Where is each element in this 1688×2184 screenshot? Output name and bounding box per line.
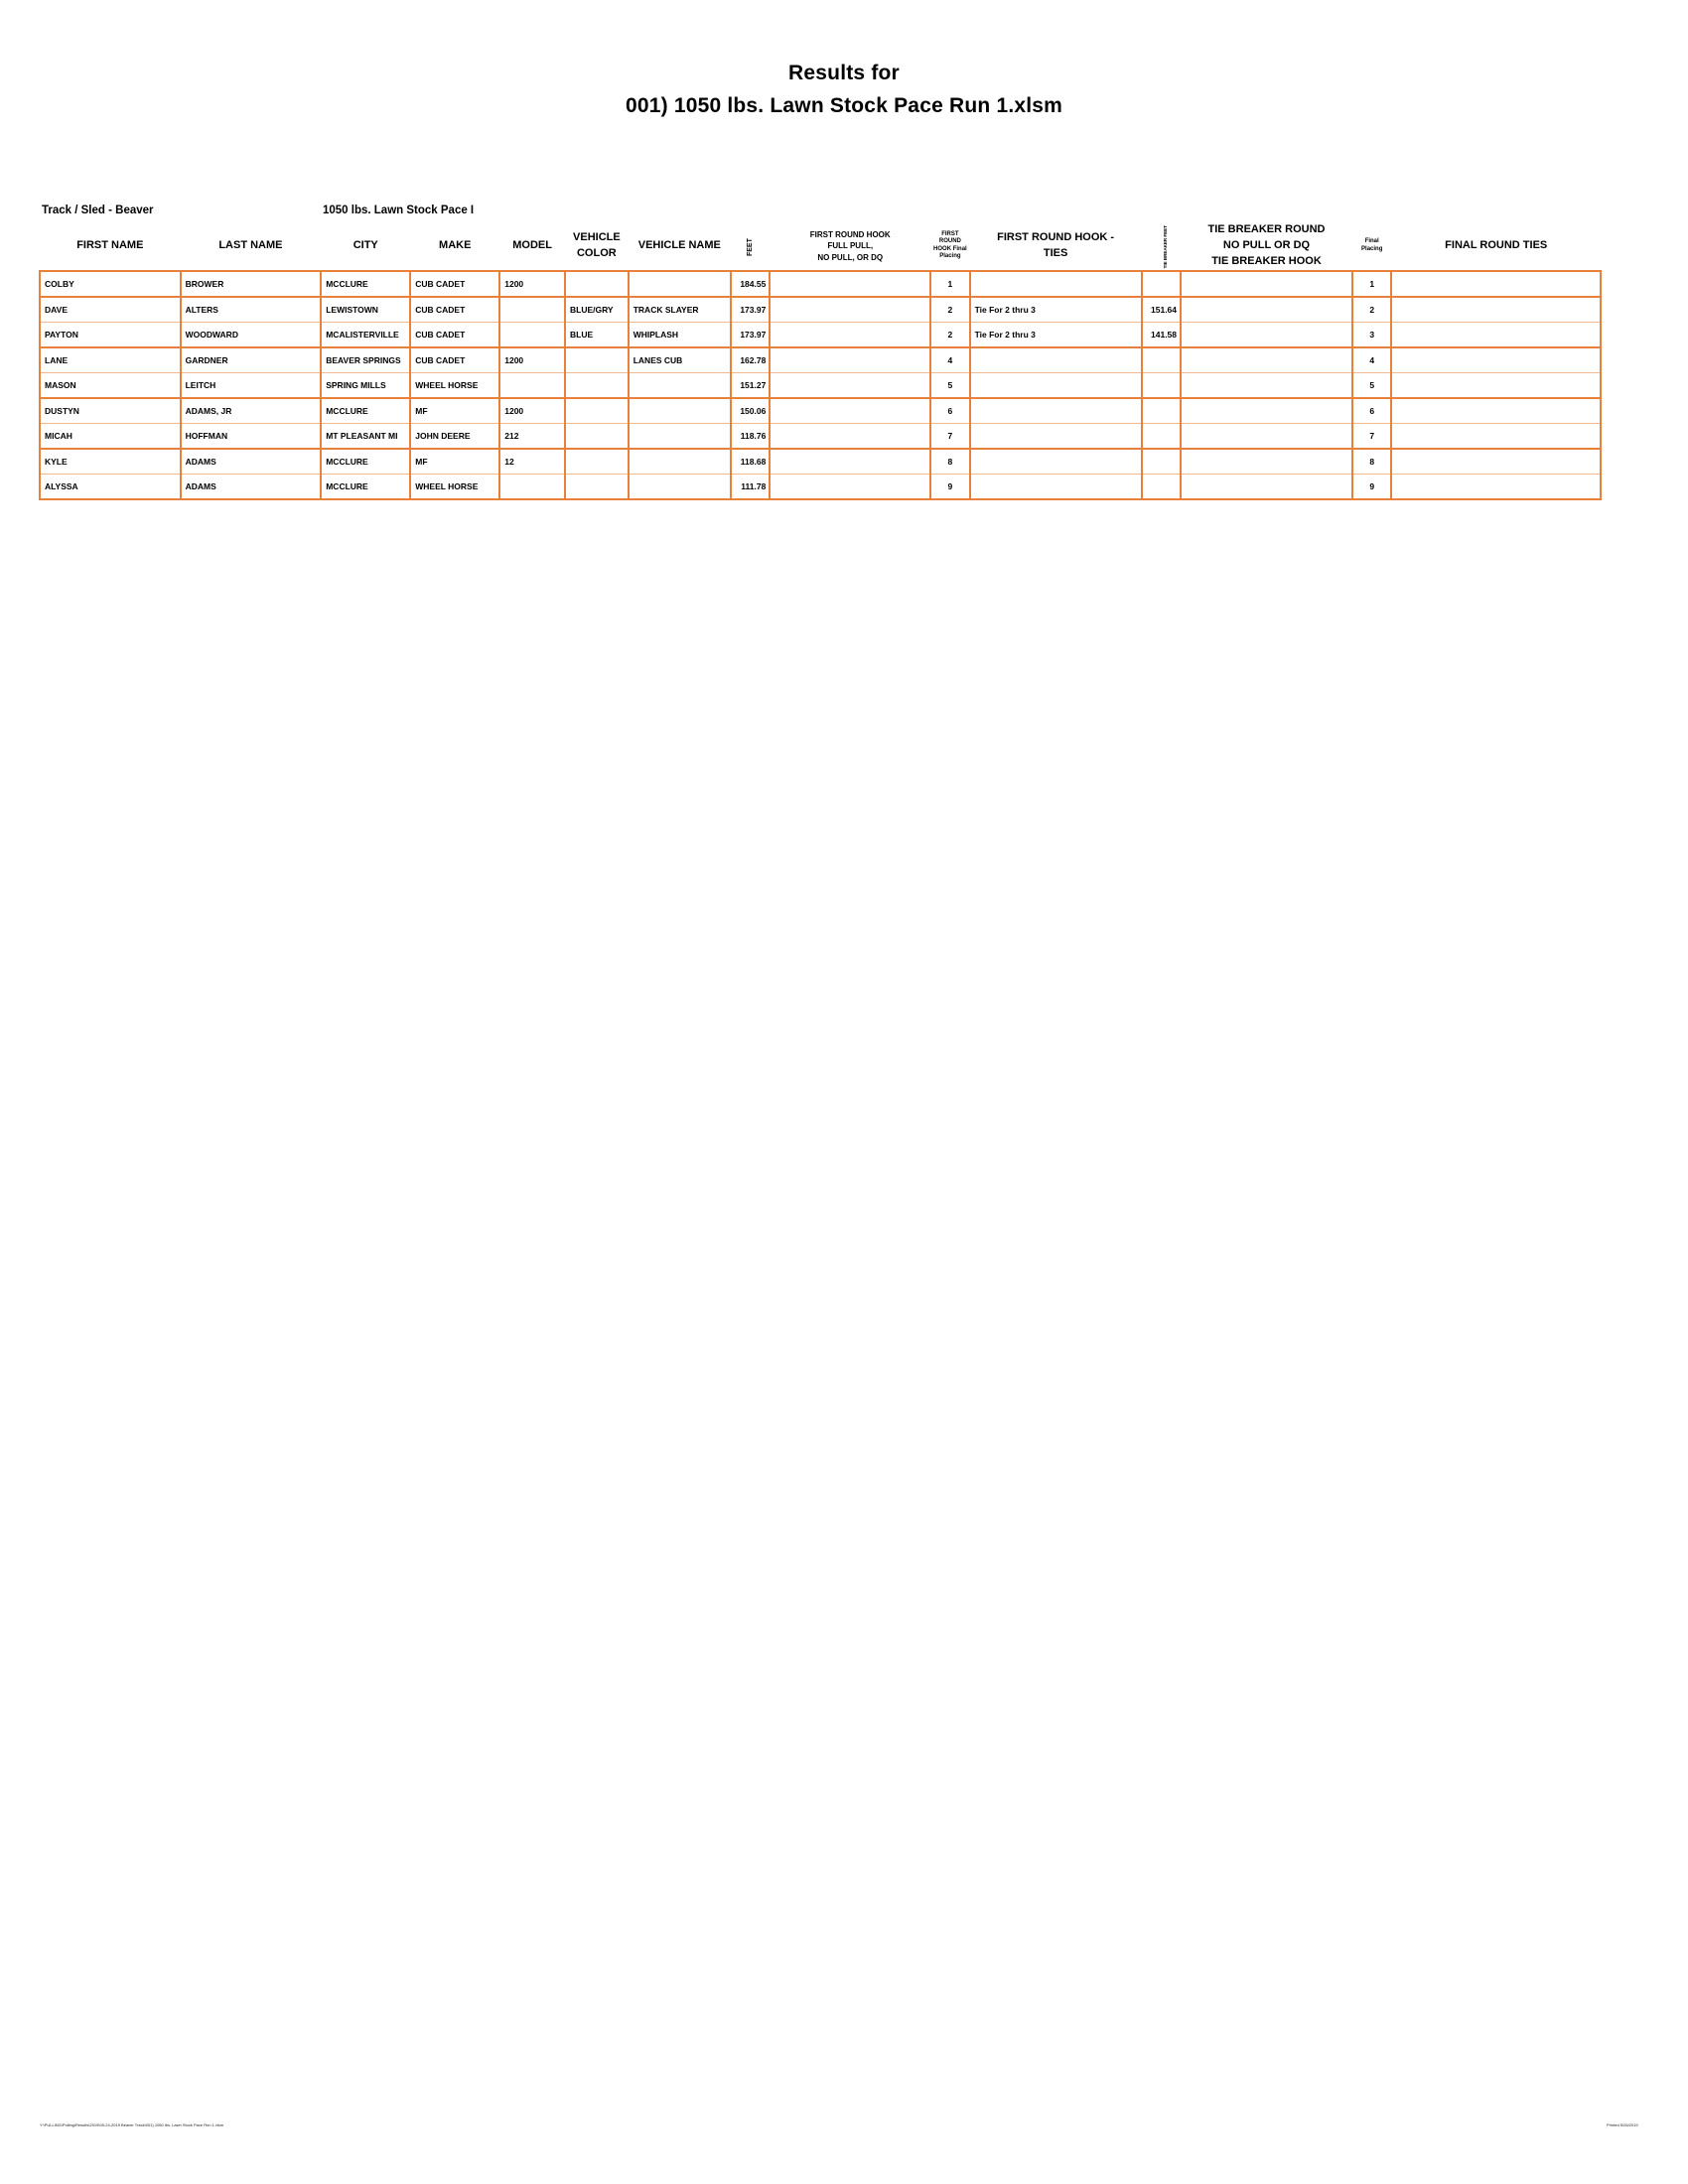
- first-name-cell: KYLE: [40, 449, 181, 475]
- vehicle-name-cell: [629, 449, 731, 475]
- city-cell: MCCLURE: [321, 271, 410, 297]
- feet-cell: 184.55: [731, 271, 770, 297]
- final-round-ties-cell: [1391, 347, 1601, 373]
- col-feet: [731, 222, 770, 271]
- final-placing-cell: 4: [1352, 347, 1391, 373]
- first-round-placing-cell: 6: [930, 398, 969, 424]
- table-row: [40, 347, 1601, 373]
- tie-breaker-cell: [1181, 372, 1352, 398]
- first-round-placing-cell: 1: [930, 271, 969, 297]
- vehicle-name-cell: [629, 271, 731, 297]
- make-cell: MF: [410, 398, 499, 424]
- tie-feet-cell: 151.64: [1142, 297, 1181, 323]
- first-round-hook-cell: [770, 297, 930, 323]
- final-round-ties-cell: [1391, 322, 1601, 347]
- feet-cell: 173.97: [731, 322, 770, 347]
- last-name-cell: HOFFMAN: [181, 423, 322, 449]
- col-last-name: LAST NAME: [218, 238, 283, 251]
- results-table: [39, 222, 1602, 500]
- col-tie-feet-label: TIE BREAKER FEET: [1162, 225, 1168, 269]
- col-vehicle-color-line2: COLOR: [576, 246, 617, 259]
- results-title: Results for: [788, 62, 900, 84]
- final-round-ties-cell: [1391, 449, 1601, 475]
- tie-breaker-cell: [1181, 322, 1352, 347]
- final-placing-cell: 2: [1352, 297, 1391, 323]
- feet-cell: 118.76: [731, 423, 770, 449]
- tie-feet-cell: [1142, 372, 1181, 398]
- col-tie-feet: [1142, 222, 1181, 271]
- first-round-ties-cell: [970, 449, 1142, 475]
- col-first-name: FIRST NAME: [76, 238, 144, 251]
- col-tie-breaker-line3: TIE BREAKER HOOK: [1211, 254, 1322, 267]
- vehicle-name-cell: [629, 474, 731, 499]
- table-row: [40, 297, 1601, 323]
- table-row: [40, 398, 1601, 424]
- tie-breaker-cell: [1181, 449, 1352, 475]
- footer-file-path: Y:\PULLING\Pulling\Results\2019\05-24-2019 Beaver Track\001) 1050 lbs. Lawn Stock Pace Run 1.xlsm: [40, 2122, 224, 2127]
- first-round-ties-cell: [970, 474, 1142, 499]
- results-file-title: 001) 1050 lbs. Lawn Stock Pace Run 1.xlsm: [625, 94, 1063, 117]
- last-name-cell: ADAMS, JR: [181, 398, 322, 424]
- first-name-cell: COLBY: [40, 271, 181, 297]
- first-round-placing-cell: 8: [930, 449, 969, 475]
- first-name-cell: DAVE: [40, 297, 181, 323]
- col-make: MAKE: [439, 238, 472, 251]
- vehicle-name-cell: [629, 423, 731, 449]
- make-cell: CUB CADET: [410, 347, 499, 373]
- make-cell: JOHN DEERE: [410, 423, 499, 449]
- vehicle-color-cell: [565, 423, 629, 449]
- last-name-cell: ADAMS: [181, 474, 322, 499]
- last-name-cell: WOODWARD: [181, 322, 322, 347]
- tie-breaker-cell: [1181, 398, 1352, 424]
- model-cell: [499, 372, 565, 398]
- model-cell: 1200: [499, 398, 565, 424]
- first-round-hook-cell: [770, 271, 930, 297]
- first-name-cell: LANE: [40, 347, 181, 373]
- final-placing-cell: 5: [1352, 372, 1391, 398]
- vehicle-name-cell: [629, 372, 731, 398]
- feet-cell: 173.97: [731, 297, 770, 323]
- make-cell: CUB CADET: [410, 322, 499, 347]
- model-cell: 12: [499, 449, 565, 475]
- final-round-ties-cell: [1391, 474, 1601, 499]
- first-name-cell: MASON: [40, 372, 181, 398]
- col-vehicle-color-line1: VEHICLE: [573, 230, 621, 243]
- city-cell: BEAVER SPRINGS: [321, 347, 410, 373]
- feet-cell: 111.78: [731, 474, 770, 499]
- final-round-ties-cell: [1391, 271, 1601, 297]
- first-round-ties-cell: [970, 347, 1142, 373]
- first-round-ties-cell: [970, 271, 1142, 297]
- model-cell: [499, 297, 565, 323]
- last-name-cell: ADAMS: [181, 449, 322, 475]
- table-row: [40, 423, 1601, 449]
- table-row: [40, 474, 1601, 499]
- model-cell: 1200: [499, 347, 565, 373]
- final-placing-cell: 8: [1352, 449, 1391, 475]
- first-round-ties-cell: [970, 372, 1142, 398]
- tie-feet-cell: [1142, 474, 1181, 499]
- col-tie-breaker: [1181, 222, 1352, 271]
- col-vehicle-name: VEHICLE NAME: [637, 238, 721, 251]
- tie-breaker-cell: [1181, 297, 1352, 323]
- col-final-placing-line2: Placing: [1361, 245, 1383, 252]
- city-cell: MCCLURE: [321, 474, 410, 499]
- make-cell: MF: [410, 449, 499, 475]
- table-row: [40, 322, 1601, 347]
- first-round-hook-cell: [770, 322, 930, 347]
- vehicle-name-cell: [629, 398, 731, 424]
- first-round-hook-cell: [770, 423, 930, 449]
- make-cell: CUB CADET: [410, 297, 499, 323]
- first-round-ties-cell: Tie For 2 thru 3: [970, 297, 1142, 323]
- footer-printed-date: Printed 5/26/2019: [1607, 2122, 1638, 2127]
- tie-breaker-cell: [1181, 347, 1352, 373]
- col-first-round-ties: [970, 222, 1142, 271]
- first-round-placing-cell: 2: [930, 322, 969, 347]
- first-round-placing-cell: 2: [930, 297, 969, 323]
- header-row: [40, 222, 1601, 271]
- col-vehicle-color: [565, 222, 629, 271]
- model-cell: [499, 322, 565, 347]
- final-placing-cell: 6: [1352, 398, 1391, 424]
- col-final-placing-line1: Final: [1364, 238, 1379, 245]
- col-first-round-hook-line3: NO PULL, OR DQ: [817, 252, 884, 262]
- first-round-ties-cell: [970, 423, 1142, 449]
- vehicle-color-cell: [565, 398, 629, 424]
- first-round-placing-cell: 9: [930, 474, 969, 499]
- first-round-hook-cell: [770, 474, 930, 499]
- col-first-round-ties-line2: TIES: [1043, 246, 1068, 259]
- first-name-cell: DUSTYN: [40, 398, 181, 424]
- first-name-cell: MICAH: [40, 423, 181, 449]
- feet-cell: 118.68: [731, 449, 770, 475]
- col-feet-label: FEET: [746, 238, 754, 256]
- col-final-placing: [1352, 222, 1391, 271]
- tie-breaker-cell: [1181, 474, 1352, 499]
- model-cell: [499, 474, 565, 499]
- first-name-cell: ALYSSA: [40, 474, 181, 499]
- city-cell: MCALISTERVILLE: [321, 322, 410, 347]
- city-cell: MCCLURE: [321, 398, 410, 424]
- vehicle-name-cell: LANES CUB: [629, 347, 731, 373]
- first-round-placing-cell: 4: [930, 347, 969, 373]
- city-cell: LEWISTOWN: [321, 297, 410, 323]
- final-placing-cell: 9: [1352, 474, 1391, 499]
- tie-feet-cell: [1142, 271, 1181, 297]
- last-name-cell: ALTERS: [181, 297, 322, 323]
- vehicle-color-cell: BLUE/GRY: [565, 297, 629, 323]
- col-first-round-placing: FIRST ROUND HOOK Final Placing: [933, 230, 967, 260]
- feet-cell: 150.06: [731, 398, 770, 424]
- first-round-hook-cell: [770, 449, 930, 475]
- col-first-round-hook-line2: FULL PULL,: [827, 241, 874, 251]
- tie-feet-cell: [1142, 423, 1181, 449]
- final-round-ties-cell: [1391, 423, 1601, 449]
- col-model: MODEL: [512, 238, 552, 251]
- col-tie-breaker-line2: NO PULL OR DQ: [1222, 238, 1311, 251]
- city-cell: MCCLURE: [321, 449, 410, 475]
- col-first-round-ties-line1: FIRST ROUND HOOK -: [997, 230, 1115, 243]
- model-cell: 212: [499, 423, 565, 449]
- first-round-ties-cell: [970, 398, 1142, 424]
- final-round-ties-cell: [1391, 297, 1601, 323]
- final-round-ties-cell: [1391, 398, 1601, 424]
- make-cell: CUB CADET: [410, 271, 499, 297]
- vehicle-color-cell: [565, 372, 629, 398]
- col-tie-breaker-line1: TIE BREAKER ROUND: [1207, 223, 1326, 235]
- vehicle-color-cell: [565, 449, 629, 475]
- tie-feet-cell: [1142, 347, 1181, 373]
- last-name-cell: GARDNER: [181, 347, 322, 373]
- col-first-round-hook: [770, 222, 930, 271]
- tie-feet-cell: 141.58: [1142, 322, 1181, 347]
- last-name-cell: LEITCH: [181, 372, 322, 398]
- last-name-cell: BROWER: [181, 271, 322, 297]
- feet-cell: 162.78: [731, 347, 770, 373]
- vehicle-color-cell: [565, 271, 629, 297]
- first-round-placing-cell: 5: [930, 372, 969, 398]
- make-cell: WHEEL HORSE: [410, 474, 499, 499]
- final-round-ties-cell: [1391, 372, 1601, 398]
- col-first-round-hook-line1: FIRST ROUND HOOK: [809, 229, 891, 239]
- first-name-cell: PAYTON: [40, 322, 181, 347]
- class-label: 1050 lbs. Lawn Stock Pace I: [323, 205, 475, 216]
- final-placing-cell: 7: [1352, 423, 1391, 449]
- tie-feet-cell: [1142, 449, 1181, 475]
- table-row: [40, 449, 1601, 475]
- vehicle-color-cell: BLUE: [565, 322, 629, 347]
- tie-breaker-cell: [1181, 423, 1352, 449]
- tie-feet-cell: [1142, 398, 1181, 424]
- vehicle-color-cell: [565, 474, 629, 499]
- model-cell: 1200: [499, 271, 565, 297]
- table-row: [40, 271, 1601, 297]
- tie-breaker-cell: [1181, 271, 1352, 297]
- final-placing-cell: 1: [1352, 271, 1391, 297]
- table-row: [40, 372, 1601, 398]
- vehicle-name-cell: WHIPLASH: [629, 322, 731, 347]
- first-round-placing-cell: 7: [930, 423, 969, 449]
- first-round-hook-cell: [770, 398, 930, 424]
- final-placing-cell: 3: [1352, 322, 1391, 347]
- feet-cell: 151.27: [731, 372, 770, 398]
- col-city: CITY: [352, 238, 378, 251]
- vehicle-color-cell: [565, 347, 629, 373]
- first-round-hook-cell: [770, 347, 930, 373]
- city-cell: SPRING MILLS: [321, 372, 410, 398]
- vehicle-name-cell: TRACK SLAYER: [629, 297, 731, 323]
- make-cell: WHEEL HORSE: [410, 372, 499, 398]
- city-cell: MT PLEASANT MI: [321, 423, 410, 449]
- col-final-round-ties: FINAL ROUND TIES: [1445, 238, 1548, 251]
- first-round-ties-cell: Tie For 2 thru 3: [970, 322, 1142, 347]
- first-round-hook-cell: [770, 372, 930, 398]
- track-label: Track / Sled - Beaver: [42, 205, 154, 216]
